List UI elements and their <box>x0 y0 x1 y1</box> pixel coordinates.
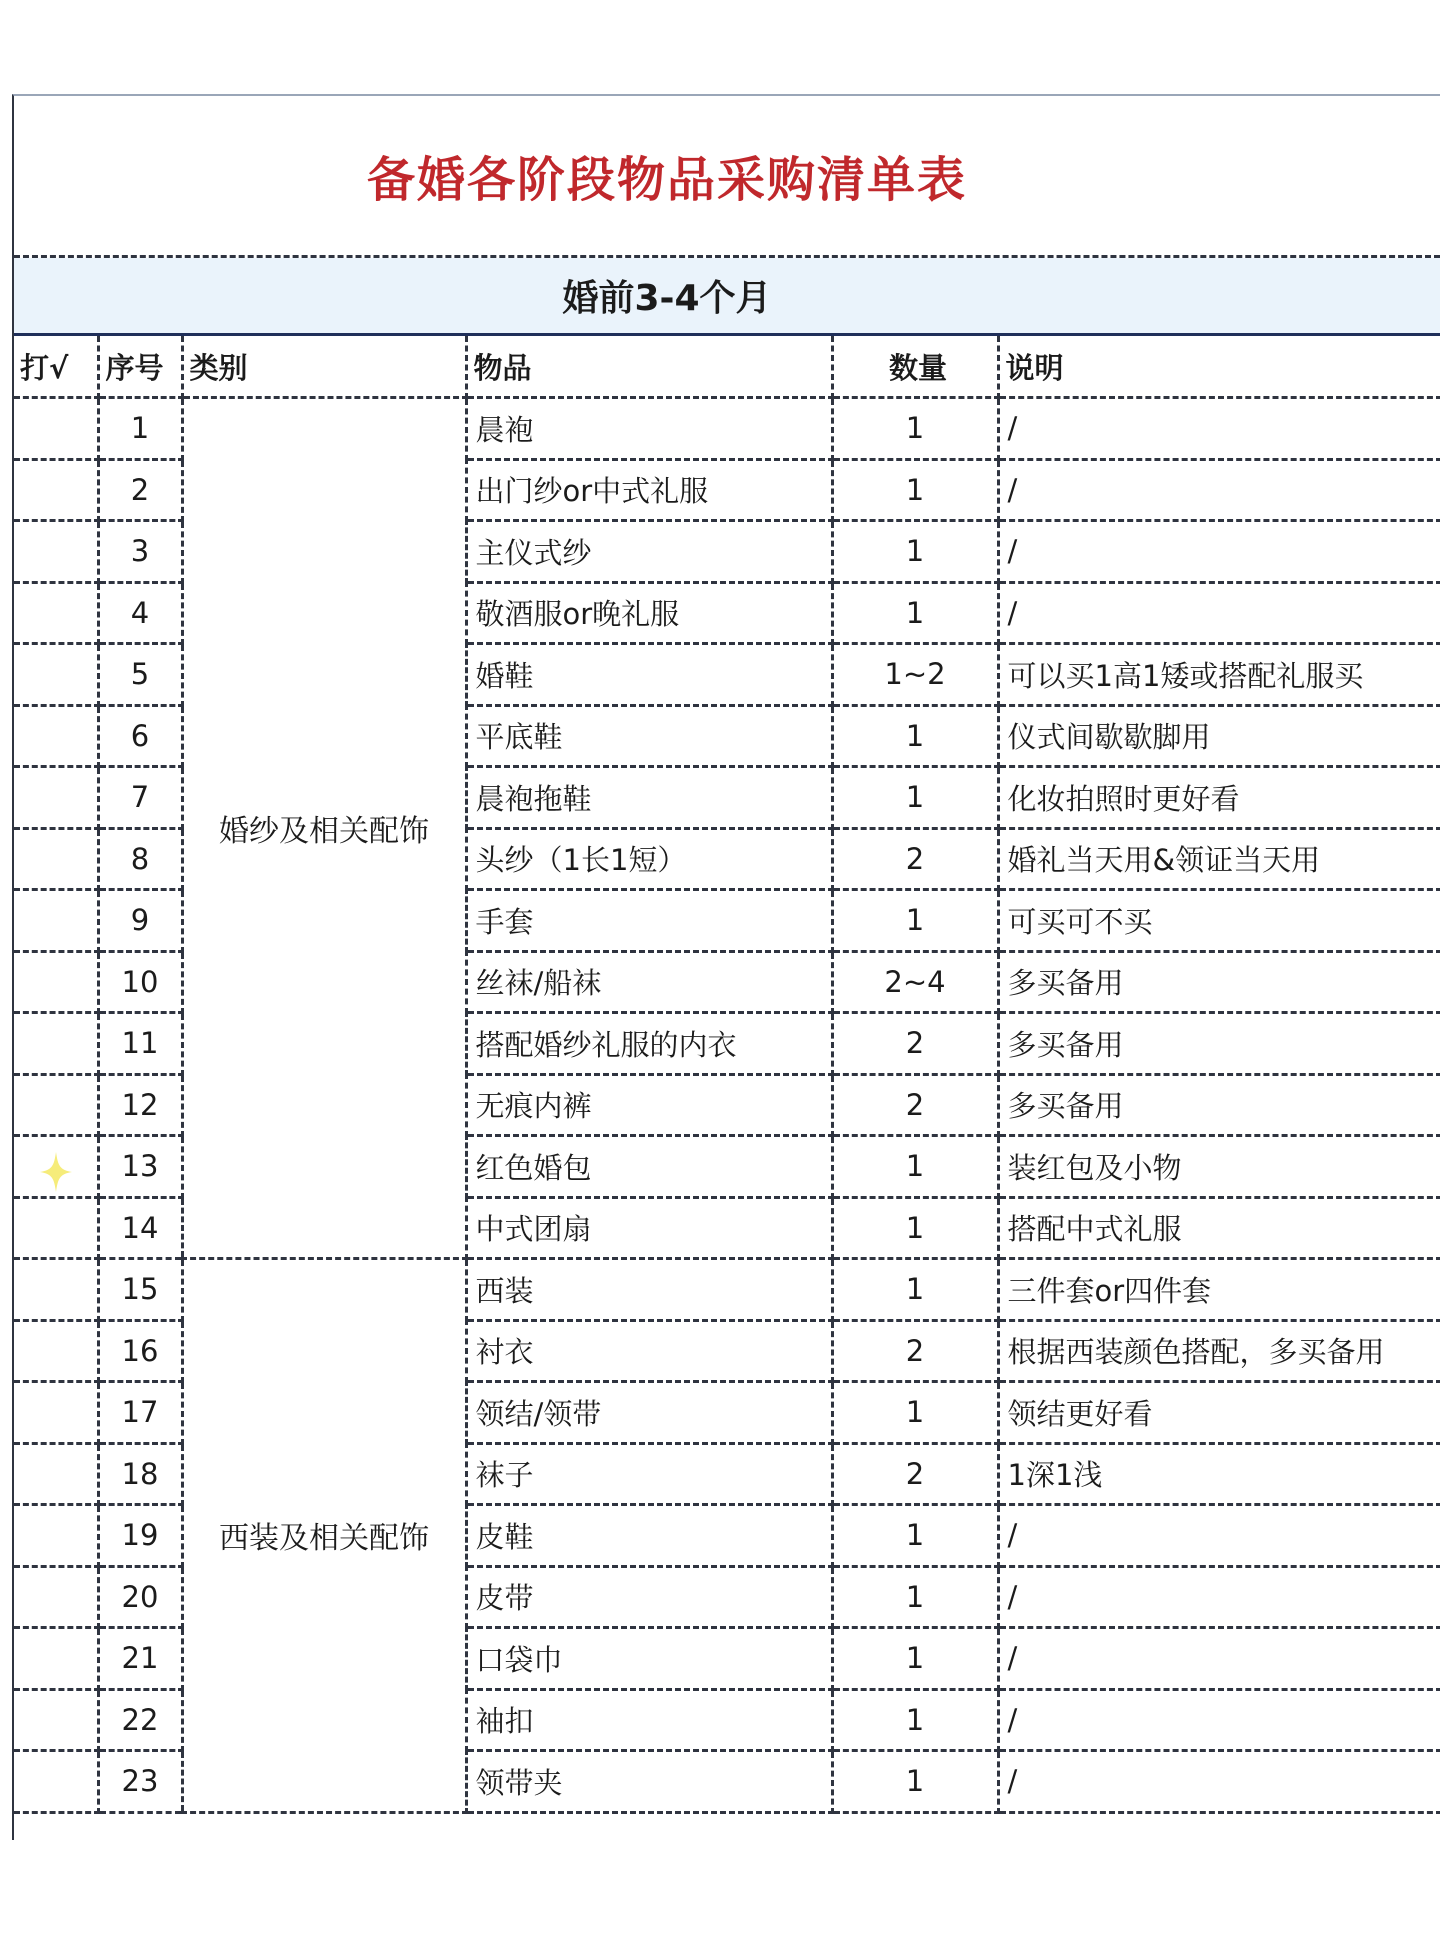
check-cell[interactable] <box>14 582 98 644</box>
item-note: / <box>998 1751 1440 1813</box>
row-number: 17 <box>98 1382 182 1444</box>
item-name: 出门纱or中式礼服 <box>466 459 832 521</box>
item-note: 化妆拍照时更好看 <box>998 767 1440 829</box>
item-qty: 1 <box>832 1689 998 1751</box>
item-qty: 2 <box>832 1074 998 1136</box>
item-note: 多买备用 <box>998 1074 1440 1136</box>
row-number: 10 <box>98 951 182 1013</box>
table-row <box>14 398 1440 460</box>
sparkle-icon <box>38 1150 74 1194</box>
item-note: 三件套or四件套 <box>998 1259 1440 1321</box>
check-cell[interactable] <box>14 951 98 1013</box>
header-note: 说明 <box>998 336 1440 398</box>
item-note: 搭配中式礼服 <box>998 1197 1440 1259</box>
check-cell[interactable] <box>14 1566 98 1628</box>
item-note: / <box>998 1689 1440 1751</box>
check-cell[interactable] <box>14 1074 98 1136</box>
check-cell[interactable] <box>14 1628 98 1690</box>
row-number: 11 <box>98 1013 182 1075</box>
check-cell[interactable] <box>14 398 98 460</box>
title-row <box>14 96 1440 258</box>
item-name: 无痕内裤 <box>466 1074 832 1136</box>
check-cell[interactable] <box>14 1689 98 1751</box>
item-note: 婚礼当天用&领证当天用 <box>998 828 1440 890</box>
table-row <box>14 1259 1440 1321</box>
row-number: 20 <box>98 1566 182 1628</box>
item-qty: 1~2 <box>832 644 998 706</box>
item-qty: 1 <box>832 705 998 767</box>
item-name: 口袋巾 <box>466 1628 832 1690</box>
item-name: 婚鞋 <box>466 644 832 706</box>
header-row <box>14 336 1440 398</box>
item-qty: 2 <box>832 1320 998 1382</box>
item-qty: 1 <box>832 1566 998 1628</box>
category-cell: 婚纱及相关配饰 <box>182 398 466 1259</box>
item-note: / <box>998 582 1440 644</box>
check-cell[interactable] <box>14 1259 98 1321</box>
row-number: 15 <box>98 1259 182 1321</box>
row-number: 12 <box>98 1074 182 1136</box>
check-cell[interactable] <box>14 1751 98 1813</box>
item-qty: 2 <box>832 1013 998 1075</box>
item-qty: 2 <box>832 1443 998 1505</box>
item-name: 敬酒服or晚礼服 <box>466 582 832 644</box>
row-number: 1 <box>98 398 182 460</box>
header-qty: 数量 <box>832 336 998 398</box>
item-qty: 1 <box>832 1751 998 1813</box>
item-qty: 1 <box>832 1628 998 1690</box>
row-number: 22 <box>98 1689 182 1751</box>
item-note: / <box>998 1628 1440 1690</box>
item-note: 多买备用 <box>998 1013 1440 1075</box>
header-item: 物品 <box>466 336 832 398</box>
item-qty: 1 <box>832 890 998 952</box>
check-cell[interactable] <box>14 767 98 829</box>
check-cell[interactable] <box>14 828 98 890</box>
check-cell[interactable] <box>14 1505 98 1567</box>
item-note: 可以买1高1矮或搭配礼服买 <box>998 644 1440 706</box>
check-cell[interactable] <box>14 1382 98 1444</box>
item-name: 袜子 <box>466 1443 832 1505</box>
item-name: 晨袍 <box>466 398 832 460</box>
header-check: 打√ <box>14 336 98 398</box>
item-name: 红色婚包 <box>466 1136 832 1198</box>
item-qty: 1 <box>832 398 998 460</box>
row-number: 21 <box>98 1628 182 1690</box>
row-number: 8 <box>98 828 182 890</box>
item-name: 手套 <box>466 890 832 952</box>
check-cell[interactable] <box>14 890 98 952</box>
item-qty: 1 <box>832 767 998 829</box>
item-name: 头纱（1长1短） <box>466 828 832 890</box>
check-cell[interactable] <box>14 1320 98 1382</box>
item-note: 装红包及小物 <box>998 1136 1440 1198</box>
row-number: 3 <box>98 521 182 583</box>
header-no: 序号 <box>98 336 182 398</box>
category-cell: 西装及相关配饰 <box>182 1259 466 1813</box>
item-qty: 1 <box>832 459 998 521</box>
checklist-table <box>14 336 1440 1814</box>
item-note: 仪式间歇歇脚用 <box>998 705 1440 767</box>
section-title: 婚前3-4个月 <box>562 278 772 319</box>
check-cell[interactable] <box>14 644 98 706</box>
check-cell[interactable] <box>14 1013 98 1075</box>
item-qty: 1 <box>832 521 998 583</box>
item-qty: 2~4 <box>832 951 998 1013</box>
item-name: 丝袜/船袜 <box>466 951 832 1013</box>
shopping-list-sheet <box>12 94 1440 1840</box>
row-number: 18 <box>98 1443 182 1505</box>
item-name: 皮鞋 <box>466 1505 832 1567</box>
item-qty: 1 <box>832 1505 998 1567</box>
item-qty: 1 <box>832 1136 998 1198</box>
row-number: 7 <box>98 767 182 829</box>
row-number: 5 <box>98 644 182 706</box>
section-row <box>14 258 1440 336</box>
row-number: 9 <box>98 890 182 952</box>
check-cell[interactable] <box>14 521 98 583</box>
item-qty: 1 <box>832 1197 998 1259</box>
row-number: 6 <box>98 705 182 767</box>
row-number: 14 <box>98 1197 182 1259</box>
row-number: 2 <box>98 459 182 521</box>
item-note: 领结更好看 <box>998 1382 1440 1444</box>
item-note: / <box>998 521 1440 583</box>
page-title: 备婚各阶段物品采购清单表 <box>366 152 967 208</box>
header-category: 类别 <box>182 336 466 398</box>
item-name: 平底鞋 <box>466 705 832 767</box>
item-name: 中式团扇 <box>466 1197 832 1259</box>
item-name: 袖扣 <box>466 1689 832 1751</box>
item-note: 1深1浅 <box>998 1443 1440 1505</box>
check-cell[interactable] <box>14 1443 98 1505</box>
item-qty: 1 <box>832 1259 998 1321</box>
item-name: 皮带 <box>466 1566 832 1628</box>
item-name: 主仪式纱 <box>466 521 832 583</box>
item-qty: 1 <box>832 582 998 644</box>
check-cell[interactable] <box>14 705 98 767</box>
item-note: / <box>998 398 1440 460</box>
item-name: 领结/领带 <box>466 1382 832 1444</box>
item-note: / <box>998 459 1440 521</box>
check-cell[interactable] <box>14 459 98 521</box>
item-name: 晨袍拖鞋 <box>466 767 832 829</box>
row-number: 4 <box>98 582 182 644</box>
row-number: 13 <box>98 1136 182 1198</box>
item-name: 搭配婚纱礼服的内衣 <box>466 1013 832 1075</box>
item-qty: 2 <box>832 828 998 890</box>
row-number: 23 <box>98 1751 182 1813</box>
check-cell[interactable] <box>14 1197 98 1259</box>
item-name: 领带夹 <box>466 1751 832 1813</box>
item-note: / <box>998 1505 1440 1567</box>
row-number: 19 <box>98 1505 182 1567</box>
item-qty: 1 <box>832 1382 998 1444</box>
item-note: 根据西装颜色搭配，多买备用 <box>998 1320 1440 1382</box>
item-note: 可买可不买 <box>998 890 1440 952</box>
row-number: 16 <box>98 1320 182 1382</box>
item-note: / <box>998 1566 1440 1628</box>
item-name: 衬衣 <box>466 1320 832 1382</box>
item-note: 多买备用 <box>998 951 1440 1013</box>
item-name: 西装 <box>466 1259 832 1321</box>
